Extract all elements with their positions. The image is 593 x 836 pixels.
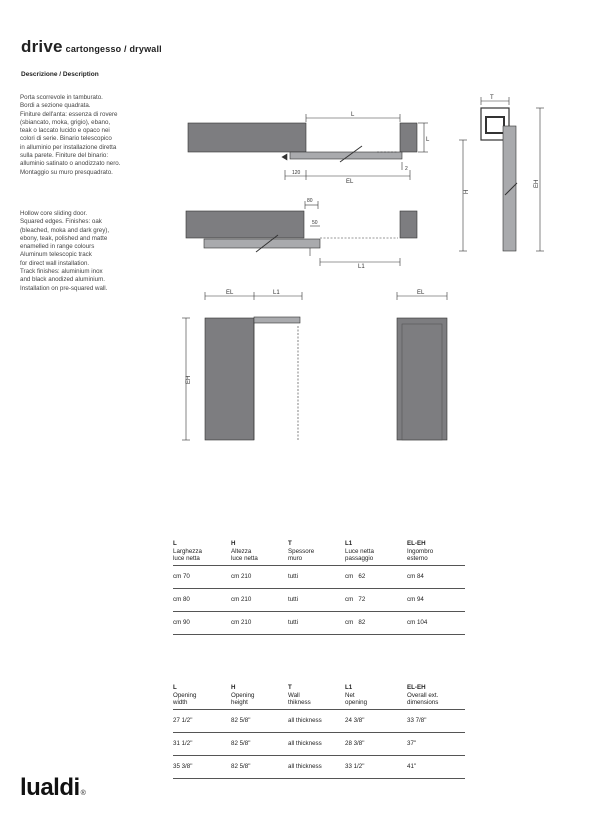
- label-120: 120: [292, 170, 301, 176]
- table-row: 31 1/2" 82 5/8" all thickness 28 3/8" 37": [173, 732, 465, 755]
- plan-view-closed: [188, 114, 428, 180]
- section-heading: Descrizione / Description: [21, 71, 99, 78]
- imperial-header-4: EL-EH Overall ext. dimensions: [407, 684, 439, 706]
- label-L1-elev: L1: [273, 290, 280, 296]
- description-italian: Porta scorrevole in tamburato. Bordi a sezione quadrata. Finiture dell'anta: essenza di rovere (sbiancato, moka, grigio), ebano, teak o laccato lucido e opaco nei colori di serie. Binario telescopico in alluminio per installazione diretta sulla parete. Finiture del binario: alluminio satinato o anodizzato nero. Montaggio su muro presquadrato.: [20, 94, 121, 176]
- label-80: 80: [307, 198, 313, 204]
- label-50: 50: [312, 220, 318, 226]
- metric-header-3: L1 Luce netta passaggio: [345, 540, 374, 562]
- door-back-elevation: [397, 318, 447, 440]
- imperial-header-3: L1 Net opening: [345, 684, 368, 706]
- imperial-table: [173, 684, 465, 779]
- metric-header-2: T Spessore muro: [288, 540, 315, 562]
- label-L-side: L: [426, 137, 430, 143]
- label-L1-plan: L1: [358, 264, 365, 270]
- wall-section: [400, 211, 417, 238]
- door-panel: [186, 211, 304, 238]
- label-EH-elev: EH: [186, 375, 192, 384]
- door-panel: [188, 123, 306, 152]
- label-EL-3: EL: [417, 290, 425, 296]
- wall-section: [400, 123, 417, 152]
- table-row: cm 80 cm 210 tutti cm 72 cm 94: [173, 588, 465, 611]
- description-english: Hollow core sliding door. Squared edges. Finishes: oak (bleached, moka and dark grey), ebony, teak, polished and matte enamelled in range colours Aluminum telescopic track for direct wall installation. Track finishes: aluminium inox and black anodized aluminium. Installation on pre-squared wall.: [20, 210, 110, 292]
- table-row: cm 70 cm 210 tutti cm 62 cm 84: [173, 565, 465, 588]
- table-row: 27 1/2" 82 5/8" all thickness 24 3/8" 33 7/8": [173, 709, 465, 732]
- elevation-front: [182, 292, 302, 440]
- product-name: drive: [21, 37, 63, 56]
- metric-header-4: EL-EH Ingombro esterno: [407, 540, 434, 562]
- metric-header-0: L Larghezza luce netta: [173, 540, 202, 562]
- imperial-header-1: H Opening height: [231, 684, 255, 706]
- track-bar: [204, 239, 320, 248]
- imperial-header-0: L Opening width: [173, 684, 197, 706]
- table-row: cm 90 cm 210 tutti cm 82 cm 104: [173, 611, 465, 634]
- imperial-header-2: T Wall thikness: [288, 684, 311, 706]
- label-EH-side: EH: [534, 179, 540, 188]
- registered-mark: ®: [80, 790, 86, 797]
- label-L: L: [351, 112, 355, 118]
- label-EL-2: EL: [226, 290, 234, 296]
- label-T: T: [490, 95, 494, 101]
- metric-header-1: H Altezza luce netta: [231, 540, 258, 562]
- label-H: H: [464, 189, 470, 194]
- elevation-back: [397, 292, 447, 440]
- table-row: 35 3/8" 82 5/8" all thickness 33 1/2" 41": [173, 755, 465, 778]
- plan-view-open: [186, 201, 417, 266]
- product-subtitle: cartongesso / drywall: [65, 44, 162, 54]
- metric-table: [173, 540, 465, 635]
- label-2: 2: [405, 166, 408, 172]
- track-elevation: [254, 317, 300, 323]
- brand-logo: lualdi®: [20, 774, 86, 801]
- label-EL-1: EL: [346, 179, 354, 185]
- door-section: [503, 126, 516, 251]
- section-view: [459, 97, 544, 251]
- door-elevation: [205, 318, 254, 440]
